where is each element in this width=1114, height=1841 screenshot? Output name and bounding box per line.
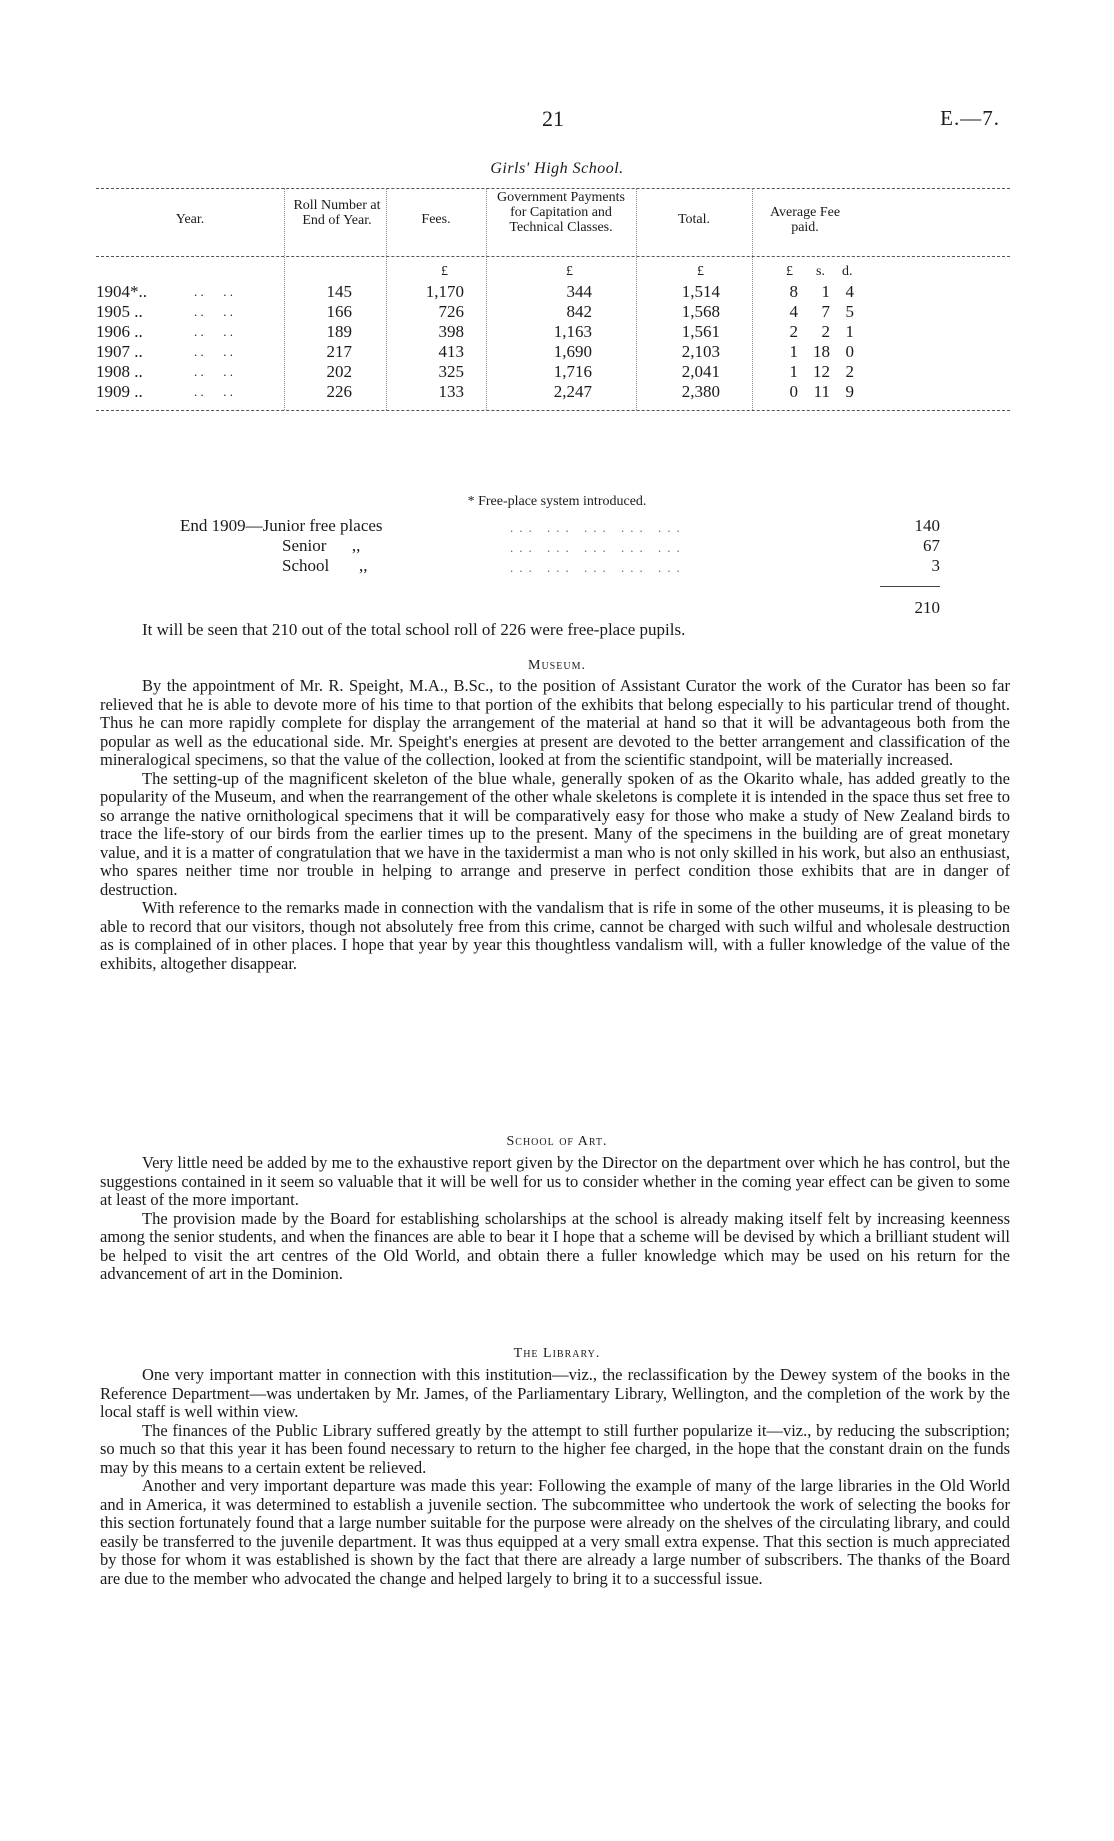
government-cell: 842 [566, 302, 592, 321]
free-place-count: 67 [923, 536, 940, 555]
column-divider [752, 188, 753, 410]
column-divider [486, 188, 487, 410]
free-places-list [180, 516, 940, 618]
leader-dots: . . . . [194, 344, 233, 359]
roll-cell: 166 [326, 302, 352, 321]
fees-cell: 133 [438, 382, 464, 401]
year-cell: 1907 .. [96, 342, 143, 361]
list-item [180, 556, 940, 576]
unit-pounds: £ [786, 264, 793, 279]
leader-dots: . . . . [194, 384, 233, 399]
fees-cell: 398 [438, 322, 464, 341]
free-place-label: School ,, [180, 556, 368, 575]
parliamentary-reference: E.—7. [940, 106, 1000, 130]
roll-cell: 217 [326, 342, 352, 361]
leader-dots: . . . . [194, 364, 233, 379]
avg-shillings-cell: 18 [813, 342, 830, 361]
avg-pounds-cell: 1 [789, 342, 798, 361]
section-heading-art: School of Art. [506, 1134, 608, 1149]
total-cell: 1,514 [681, 282, 720, 301]
year-cell: 1908 .. [96, 362, 143, 381]
year-cell: 1906 .. [96, 322, 143, 341]
avg-shillings-cell: 7 [821, 302, 830, 321]
unit-total: £ [697, 264, 704, 279]
avg-pence-cell: 1 [845, 322, 854, 341]
list-item [180, 536, 940, 556]
paragraph: The setting-up of the magnificent skeleton of the blue whale, generally spoken of as the Okarito whale, has added greatly to the popularity of the Museum, and when the rearrangement of the other whale skeletons is complete it is intended in the space thus set free to so arrange the native ornithological specimens that it will be comparatively easy for those who make a study of New Zealand birds to trace the life-story of our birds from the earlier times up to the present. Many of the specimens in the building are of great monetary value, and it is a matter of congratulation that we have in the taxidermist a man who is not only skilled in his work, but also an enthusiast, who spares neither time nor trouble in helping to arrange and preserve in perfect condition those exhibits that are in danger of destruction. [100, 768, 1010, 899]
leader-dots: ... ... ... ... ... [510, 540, 686, 555]
roll-cell: 202 [326, 362, 352, 381]
total-cell: 2,041 [681, 362, 720, 381]
list-item [180, 516, 940, 536]
avg-shillings-cell: 12 [813, 362, 830, 381]
section-library [100, 1366, 1010, 1588]
table-header-rule [96, 256, 1010, 257]
paragraph: The finances of the Public Library suffered greatly by the attempt to still further popularize it—viz., by reducing the subscription; so much so that this year it has been found necessary to return to the higher fee charged, in the hope that the constant drain on the funds may by this means to a certain extent be relieved. [100, 1420, 1010, 1477]
government-cell: 344 [566, 282, 592, 301]
avg-shillings-cell: 1 [821, 282, 830, 301]
paragraph: Very little need be added by me to the exhaustive report given by the Director on the department over which he has control, but the suggestions contained in it seem so valuable that it will be well for us to consider whether in the coming year effect can be given to some at least of the more important. [100, 1153, 1010, 1209]
fees-cell: 413 [438, 342, 464, 361]
avg-pence-cell: 5 [845, 302, 854, 321]
leader-dots: . . . . [194, 284, 233, 299]
total-cell: 1,561 [681, 322, 720, 341]
paragraph: The provision made by the Board for establishing scholarships at the school is already making itself felt by increasing keenness among the senior students, and when the finances are able to bear it I hope that a scheme will be devised by which a brilliant student will be helped to visit the art centres of the Old World, and obtain there a fuller knowledge which may be used on his return for the advancement of art in the Dominion. [100, 1208, 1010, 1283]
avg-pounds-cell: 2 [789, 322, 798, 341]
total-cell: 2,103 [681, 342, 720, 361]
government-cell: 1,163 [553, 322, 592, 341]
paragraph: Another and very important departure was made this year: Following the example of many of the large libraries in the Old World and in America, it was determined to establish a juvenile section. The subcommittee who undertook the work of selecting the books for this section fortunately found that a large number suitable for the purpose were already on the shelves of the circulating library, and could easily be transferred to the juvenile department. It was thus equipped at a very small extra expense. That this section is much appreciated by those for whom it was established is shown by the fact that there are already a large number of subscribers. The thanks of the Board are due to the member who advocated the change and helped largely to bring it to a successful issue. [100, 1476, 1010, 1588]
free-place-total: 210 [914, 598, 940, 617]
section-heading-museum: Museum. [528, 658, 586, 673]
avg-shillings-cell: 2 [821, 322, 830, 341]
table-bottom-rule [96, 410, 1010, 411]
leader-dots: ... ... ... ... ... [510, 560, 686, 575]
avg-pence-cell: 2 [845, 362, 854, 381]
unit-pence: d. [842, 264, 853, 279]
column-header-fees: Fees. [421, 212, 451, 227]
avg-pounds-cell: 0 [789, 382, 798, 401]
column-header-government: Government Payments for Capitation and Technical Classes. [497, 190, 625, 235]
section-art [100, 1154, 1010, 1284]
avg-pounds-cell: 1 [789, 362, 798, 381]
column-divider [284, 188, 285, 410]
paragraph: With reference to the remarks made in connection with the vandalism that is rife in some of the other museums, it is pleasing to be able to record that our visitors, though not absolutely free from this crime, cannot be charged with such wilful and wholesale destruction as is complained of in other places. I hope that year by year this thoughtless vandalism will, with a fuller knowledge of the value of the exhibits, altogether disappear. [100, 898, 1010, 973]
avg-pence-cell: 0 [845, 342, 854, 361]
column-header-average: Average Fee paid. [769, 205, 841, 235]
roll-cell: 145 [326, 282, 352, 301]
sum-rule [880, 586, 940, 587]
leader-dots: ... ... ... ... ... [510, 520, 686, 535]
section-museum [100, 677, 1010, 973]
list-total [180, 598, 940, 618]
free-place-label: End 1909—Junior free places [180, 516, 383, 535]
roll-cell: 189 [326, 322, 352, 341]
avg-shillings-cell: 11 [813, 382, 830, 401]
column-header-total: Total. [677, 212, 711, 227]
total-cell: 2,380 [681, 382, 720, 401]
table-footnote: * Free-place system introduced. [467, 494, 647, 509]
total-cell: 1,568 [681, 302, 720, 321]
table-top-rule [96, 188, 1010, 189]
fees-cell: 325 [438, 362, 464, 381]
fees-cell: 1,170 [425, 282, 464, 301]
avg-pence-cell: 9 [845, 382, 854, 401]
paragraph: By the appointment of Mr. R. Speight, M.A., B.Sc., to the position of Assistant Curator the work of the Curator has been so far relieved that he is able to devote more of his time to that portion of the exhibits that belong especially to his particular trend of thought. Thus he can more rapidly complete for display the arrangement of the material at hand so that it will be advantageous both from the popular as well as the educational side. Mr. Speight's energies at present are devoted to the better arrangement and classification of the mineralogical specimens, so that the value of the collection, looked at from the scientific standpoint, will be materially increased. [100, 676, 1010, 769]
leader-dots: . . . . [194, 304, 233, 319]
government-cell: 1,690 [553, 342, 592, 361]
free-place-count: 140 [914, 516, 940, 535]
avg-pounds-cell: 8 [789, 282, 798, 301]
unit-fees: £ [441, 264, 448, 279]
government-cell: 1,716 [553, 362, 592, 381]
unit-shillings: s. [816, 264, 825, 279]
free-place-label: Senior ,, [180, 536, 361, 555]
fees-cell: 726 [438, 302, 464, 321]
girls-high-school-table [96, 188, 1010, 488]
free-place-count: 3 [931, 556, 940, 575]
page-header [96, 104, 1010, 138]
avg-pounds-cell: 4 [789, 302, 798, 321]
government-cell: 2,247 [553, 382, 592, 401]
roll-cell: 226 [326, 382, 352, 401]
page-number: 21 [542, 106, 564, 131]
paragraph: One very important matter in connection with this institution—viz., the reclassification by the Dewey system of the books in the Reference Department—was undertaken by Mr. James, of the Parliamentary Library, Wellington, and the completion of the work by the local staff is well within view. [100, 1365, 1010, 1421]
column-header-year: Year. [175, 212, 205, 227]
section-heading-library: The Library. [513, 1346, 601, 1361]
table-title: Girls' High School. [490, 160, 624, 177]
year-cell: 1909 .. [96, 382, 143, 401]
column-header-roll: Roll Number at End of Year. [293, 198, 381, 228]
avg-pence-cell: 4 [845, 282, 854, 301]
leader-dots: . . . . [194, 324, 233, 339]
free-place-summary: It will be seen that 210 out of the total school roll of 226 were free-place pupils. [142, 620, 686, 639]
year-cell: 1905 .. [96, 302, 143, 321]
unit-government: £ [566, 264, 573, 279]
year-cell: 1904*.. [96, 282, 147, 301]
